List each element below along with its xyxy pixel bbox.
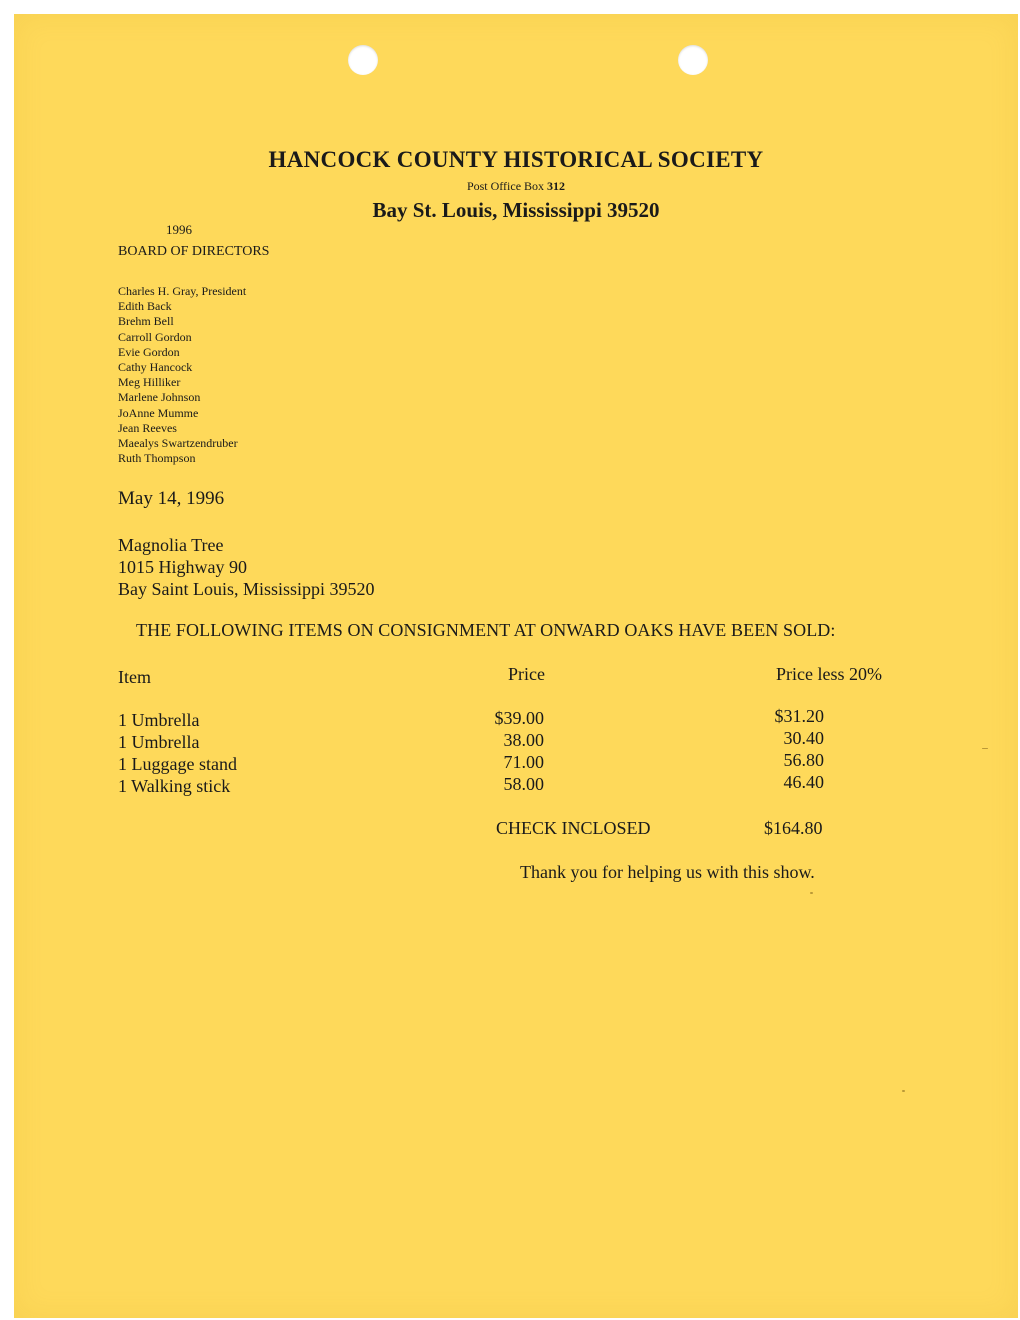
- item-name: 1 Luggage stand: [118, 754, 237, 774]
- board-member: Marlene Johnson: [118, 390, 201, 405]
- board-year: 1996: [166, 222, 192, 237]
- board-members-list: [118, 284, 246, 466]
- board-title: BOARD OF DIRECTORS: [118, 244, 270, 259]
- recipient-street: 1015 Highway 90: [118, 557, 247, 577]
- thank-you-note: Thank you for helping us with this show.: [520, 862, 815, 882]
- letter-date: May 14, 1996: [118, 488, 225, 509]
- organization-city: Bay St. Louis, Mississippi 39520: [372, 198, 660, 222]
- consignment-notice: THE FOLLOWING ITEMS ON CONSIGNMENT AT ONWARD OAKS HAVE BEEN SOLD:: [136, 620, 836, 640]
- board-member: Jean Reeves: [118, 420, 177, 435]
- item-name: 1 Umbrella: [118, 710, 200, 730]
- board-member: Meg Hilliker: [118, 375, 181, 390]
- item-price: 71.00: [503, 752, 544, 772]
- column-header-price: Price: [508, 664, 545, 684]
- check-amount: $164.80: [764, 818, 823, 838]
- board-member: Charles H. Gray, President: [118, 284, 247, 298]
- paper-speck: [982, 748, 988, 749]
- item-price-less: $31.20: [774, 706, 824, 726]
- board-member: Ruth Thompson: [118, 451, 196, 466]
- recipient-address: [118, 534, 375, 600]
- organization-name: HANCOCK COUNTY HISTORICAL SOCIETY: [268, 147, 764, 172]
- board-member: Maealys Swartzendruber: [118, 436, 238, 451]
- paper-speck: [810, 892, 813, 894]
- po-box-number: 312: [547, 179, 566, 193]
- po-box-line: [14, 179, 1018, 194]
- board-member: Carroll Gordon: [118, 329, 192, 344]
- board-member: Brehm Bell: [118, 314, 174, 329]
- board-member: Edith Back: [118, 299, 172, 314]
- paper-speck: [902, 1090, 905, 1092]
- recipient-city: Bay Saint Louis, Mississippi 39520: [118, 579, 375, 599]
- item-price: $39.00: [494, 708, 544, 728]
- item-price: 38.00: [503, 730, 544, 750]
- item-price-less: 30.40: [783, 728, 824, 748]
- punch-hole-left: [348, 45, 378, 75]
- po-box-label: Post Office Box: [466, 179, 545, 193]
- check-enclosed-label: CHECK INCLOSED: [496, 818, 651, 838]
- board-member: JoAnne Mumme: [118, 405, 199, 420]
- item-price-less: 46.40: [783, 772, 824, 792]
- recipient-name: Magnolia Tree: [118, 535, 224, 555]
- paper-sheet: [14, 14, 1018, 1318]
- item-name: 1 Umbrella: [118, 732, 200, 752]
- punch-hole-right: [678, 45, 708, 75]
- item-price-less: 56.80: [783, 750, 824, 770]
- board-member: Cathy Hancock: [118, 360, 193, 375]
- board-member: Evie Gordon: [118, 344, 180, 359]
- item-name: 1 Walking stick: [118, 776, 231, 796]
- item-price: 58.00: [503, 774, 544, 794]
- column-header-price-less: Price less 20%: [776, 664, 882, 684]
- column-header-item: Item: [118, 667, 151, 687]
